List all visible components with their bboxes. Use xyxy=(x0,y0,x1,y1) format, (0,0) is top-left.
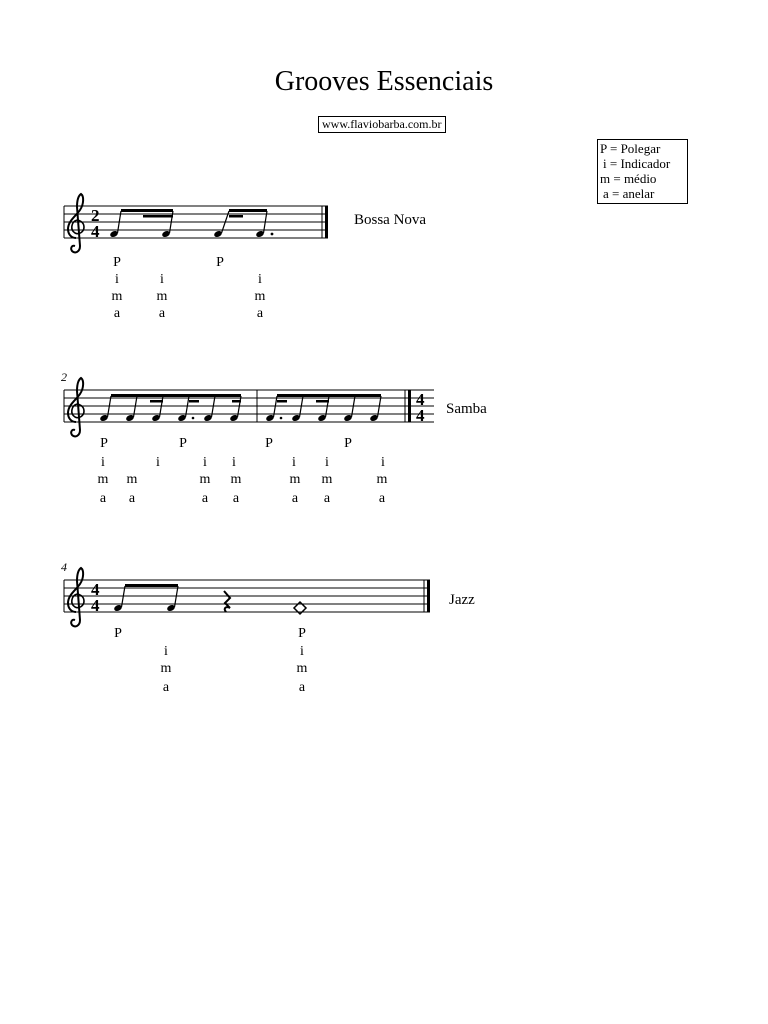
legend-item-polegar: P = Polegar xyxy=(600,141,661,156)
finger-i: i xyxy=(203,455,207,470)
legend-item-indicador: i = Indicador xyxy=(603,156,671,171)
finger-p: P xyxy=(100,436,108,451)
finger-a: a xyxy=(298,680,306,695)
finger-a: a xyxy=(158,306,166,321)
finger-a: a xyxy=(113,306,121,321)
finger-m: m xyxy=(254,289,266,304)
finger-m: m xyxy=(321,472,333,487)
finger-i: i xyxy=(325,455,329,470)
finger-i: i xyxy=(381,455,385,470)
finger-i: i xyxy=(258,272,262,287)
finger-p: P xyxy=(113,255,121,270)
legend-item-medio: m = médio xyxy=(600,171,657,186)
finger-p: P xyxy=(265,436,273,451)
finger-a: a xyxy=(291,491,299,506)
finger-p: P xyxy=(344,436,352,451)
staff-system-jazz xyxy=(64,568,430,626)
finger-p: P xyxy=(298,626,306,641)
time-signature-jazz-top: 4 xyxy=(91,580,100,599)
finger-p: P xyxy=(114,626,122,641)
finger-a: a xyxy=(99,491,107,506)
finger-i: i xyxy=(164,644,168,659)
finger-p: P xyxy=(179,436,187,451)
finger-i: i xyxy=(160,272,164,287)
finger-p: P xyxy=(216,255,224,270)
measure-number: 2 xyxy=(61,370,67,384)
finger-m: m xyxy=(111,289,123,304)
finger-a: a xyxy=(128,491,136,506)
time-signature-change-bottom: 4 xyxy=(416,406,425,425)
staff-system-samba xyxy=(64,378,434,436)
finger-m: m xyxy=(296,661,308,676)
website-link[interactable]: www.flaviobarba.com.br xyxy=(318,116,446,133)
finger-a: a xyxy=(201,491,209,506)
time-signature-jazz-bottom: 4 xyxy=(91,596,100,615)
finger-a: a xyxy=(232,491,240,506)
style-label-bossa-nova: Bossa Nova xyxy=(354,212,427,228)
time-signature-top: 2 xyxy=(91,206,100,225)
finger-m: m xyxy=(289,472,301,487)
finger-m: m xyxy=(230,472,242,487)
finger-a: a xyxy=(378,491,386,506)
style-label-jazz: Jazz xyxy=(449,592,475,608)
finger-m: m xyxy=(199,472,211,487)
measure-number: 4 xyxy=(61,560,67,574)
page-title: Grooves Essenciais xyxy=(274,66,494,97)
finger-a: a xyxy=(323,491,331,506)
finger-i: i xyxy=(101,455,105,470)
finger-i: i xyxy=(232,455,236,470)
legend-item-anelar: a = anelar xyxy=(603,186,655,201)
finger-i: i xyxy=(300,644,304,659)
style-label-samba: Samba xyxy=(446,401,487,417)
quarter-rest-icon xyxy=(224,591,230,612)
finger-m: m xyxy=(97,472,109,487)
finger-a: a xyxy=(162,680,170,695)
finger-a: a xyxy=(256,306,264,321)
finger-m: m xyxy=(126,472,138,487)
finger-m: m xyxy=(376,472,388,487)
finger-i: i xyxy=(156,455,160,470)
staff-system-bossa-nova xyxy=(64,194,328,252)
notes-bossa-nova xyxy=(109,209,273,238)
time-signature-change-top: 4 xyxy=(416,390,425,409)
finger-i: i xyxy=(292,455,296,470)
finger-m: m xyxy=(156,289,168,304)
finger-m: m xyxy=(160,661,172,676)
time-signature-bottom: 4 xyxy=(91,222,100,241)
finger-i: i xyxy=(115,272,119,287)
